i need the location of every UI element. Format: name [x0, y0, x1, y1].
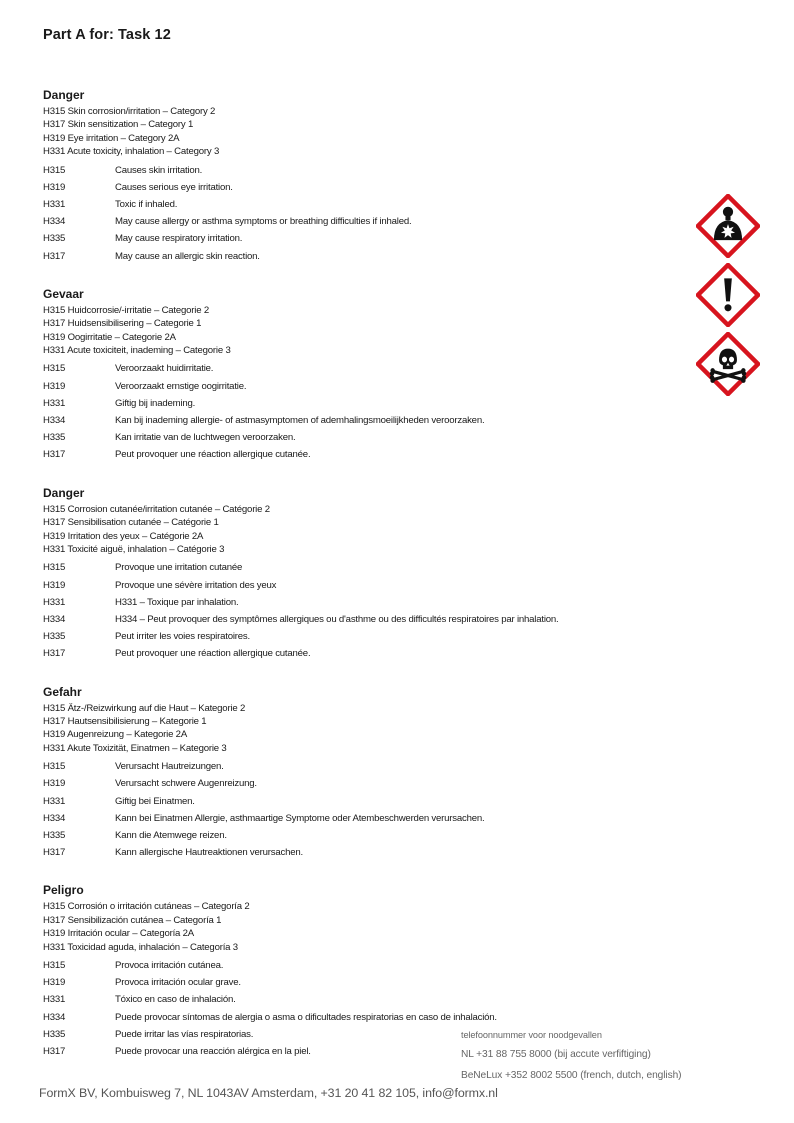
classification-line: H317 Skin sensitization – Category 1: [43, 119, 194, 131]
hazard-code: H319: [43, 778, 66, 790]
hazard-statement-row: [43, 1009, 693, 1026]
hazard-text: Provoca irritación cutánea.: [115, 960, 224, 971]
hazard-statement-row: [43, 957, 693, 974]
hazard-text: Veroorzaakt huidirritatie.: [115, 363, 214, 375]
hazard-statement-row: [43, 974, 693, 991]
hazard-statement-row: [43, 991, 693, 1008]
emergency-heading: telefoonnummer voor noodgevallen: [461, 1030, 602, 1040]
emergency-phone-benelux: BeNeLux +352 8002 5500 (french, dutch, english): [461, 1070, 682, 1081]
classification-line: H317 Sensibilización cutánea – Categoría 1: [43, 914, 222, 926]
classification-line: H315 Skin corrosion/irritation – Category 2: [43, 106, 216, 117]
hazard-text: Provoque une irritation cutanée: [115, 562, 243, 574]
classification-line: H331 Toxicité aiguë, inhalation – Catégorie 3: [43, 543, 225, 555]
hazard-code: H319: [43, 579, 66, 591]
hazard-statement-row: [43, 360, 693, 377]
hazard-section-german: [43, 685, 693, 862]
classification-line: H317 Hautsensibilisierung – Kategorie 1: [43, 715, 207, 727]
signal-word: Peligro: [43, 883, 84, 898]
hazard-code: H334: [43, 1011, 66, 1023]
hazard-code: H317: [43, 847, 66, 859]
hazard-text: Kann bei Einatmen Allergie, asthmaartige Symptome oder Atembeschwerden verursachen.: [115, 812, 485, 824]
hazard-code: H317: [43, 250, 66, 262]
hazard-code: H334: [43, 216, 66, 228]
classification-line: H319 Oogirritatie – Categorie 2A: [43, 331, 176, 343]
hazard-text: Giftig bij inademing.: [115, 397, 196, 409]
hazard-statement-row: [43, 844, 693, 861]
hazard-code: H334: [43, 613, 66, 625]
hazard-code: H315: [43, 562, 66, 574]
hazard-code: H317: [43, 1046, 66, 1058]
hazard-statement-row: [43, 395, 693, 412]
hazard-code: H335: [43, 829, 66, 841]
hazard-code: H315: [43, 960, 66, 971]
hazard-statement-row: [43, 248, 693, 265]
hazard-statement-row: [43, 793, 693, 810]
hazard-text: Peut provoquer une réaction allergique cutanée.: [115, 449, 311, 461]
hazard-text: Kann die Atemwege reizen.: [115, 829, 227, 841]
classification-line: H315 Corrosion cutanée/irritation cutanée – Catégorie 2: [43, 503, 270, 515]
classification-line: H317 Sensibilisation cutanée – Catégorie 1: [43, 517, 219, 529]
hazard-text: Kann allergische Hautreaktionen verursachen.: [115, 847, 303, 859]
classification-line: H319 Irritación ocular – Categoría 2A: [43, 928, 194, 940]
hazard-statement-row: [43, 412, 693, 429]
signal-word: Gefahr: [43, 684, 82, 699]
classification-line: H331 Toxicidad aguda, inhalación – Categoría 3: [43, 941, 238, 953]
emergency-contact: [461, 1028, 681, 1090]
hazard-text: Giftig bei Einatmen.: [115, 795, 195, 807]
hazard-statement-row: [43, 429, 693, 446]
hazard-text: Kan bij inademing allergie- of astmasymptomen of ademhalingsmoeilijkheden veroorzaken.: [115, 415, 485, 427]
hazard-text: Veroorzaakt ernstige oogirritatie.: [115, 380, 247, 392]
hazard-code: H331: [43, 199, 66, 211]
page-title: Part A for: Task 12: [43, 27, 171, 43]
exclamation-mark-icon: [696, 263, 760, 327]
hazard-code: H317: [43, 648, 66, 660]
hazard-code: H331: [43, 397, 66, 409]
hazard-code: H315: [43, 761, 66, 773]
classification-line: H315 Corrosión o irritación cutáneas – Categoría 2: [43, 901, 250, 913]
hazard-statement-row: [43, 775, 693, 792]
hazard-statement-row: [43, 179, 693, 196]
hazard-statement-list: [43, 559, 693, 662]
hazard-code: H335: [43, 432, 66, 444]
signal-word: Danger: [43, 88, 85, 102]
company-footer: FormX BV, Kombuisweg 7, NL 1043AV Amsterdam, +31 20 41 82 105, info@formx.nl: [39, 1086, 498, 1100]
hazard-text: H331 – Toxique par inhalation.: [115, 596, 239, 608]
signal-word: Danger: [43, 485, 85, 500]
hazard-statement-list: [43, 360, 693, 463]
hazard-text: Verursacht schwere Augenreizung.: [115, 778, 257, 790]
hazard-code: H315: [43, 363, 66, 375]
hazard-text: May cause an allergic skin reaction.: [115, 250, 260, 262]
classification-line: H319 Eye irritation – Category 2A: [43, 132, 180, 144]
skull-crossbones-icon: [696, 332, 760, 396]
classification-line: H319 Augenreizung – Kategorie 2A: [43, 729, 188, 741]
hazard-code: H331: [43, 795, 66, 807]
hazard-code: H334: [43, 415, 66, 427]
hazard-statement-list: [43, 162, 693, 265]
hazard-code: H335: [43, 631, 66, 643]
hazard-text: Causes serious eye irritation.: [115, 181, 233, 193]
hazard-text: Provoque une sévère irritation des yeux: [115, 579, 277, 591]
hazard-text: Verursacht Hautreizungen.: [115, 761, 224, 773]
classification-line: H317 Huidsensibilisering – Categorie 1: [43, 318, 202, 330]
hazard-statement-row: [43, 378, 693, 395]
hazard-code: H317: [43, 449, 66, 461]
hazard-text: Peut provoquer une réaction allergique cutanée.: [115, 648, 311, 660]
hazard-statement-row: [43, 827, 693, 844]
hazard-section-english: [43, 88, 693, 265]
ghs-pictograms: [696, 194, 760, 401]
hazard-statement-row: [43, 446, 693, 463]
hazard-text: May cause allergy or asthma symptoms or breathing difficulties if inhaled.: [115, 216, 412, 228]
hazard-statement-row: [43, 162, 693, 179]
hazard-code: H331: [43, 994, 66, 1006]
hazard-text: Tóxico en caso de inhalación.: [115, 994, 236, 1006]
hazard-text: Puede irritar las vías respiratorias.: [115, 1028, 254, 1040]
hazard-text: Peut irriter les voies respiratoires.: [115, 631, 250, 643]
hazard-statement-row: [43, 594, 693, 611]
hazard-text: Provoca irritación ocular grave.: [115, 977, 241, 989]
hazard-text: Kan irritatie van de luchtwegen veroorzaken.: [115, 432, 296, 444]
hazard-statement-row: [43, 611, 693, 628]
classification-line: H331 Acute toxicity, inhalation – Category 3: [43, 146, 220, 158]
hazard-text: Causes skin irritation.: [115, 164, 203, 176]
signal-word: Gevaar: [43, 286, 84, 301]
hazard-statement-row: [43, 628, 693, 645]
hazard-text: May cause respiratory irritation.: [115, 233, 243, 245]
hazard-statement-row: [43, 810, 693, 827]
hazard-code: H319: [43, 181, 66, 193]
hazard-code: H335: [43, 233, 66, 245]
hazard-statement-row: [43, 213, 693, 230]
emergency-phone-nl: NL +31 88 755 8000 (bij accute verfiftiging): [461, 1049, 651, 1060]
hazard-text: H334 – Peut provoquer des symptômes allergiques ou d'asthme ou des difficultés respiratoires par inhalation.: [115, 613, 559, 625]
classification-line: H319 Irritation des yeux – Catégorie 2A: [43, 530, 204, 542]
hazard-text: Puede provocar una reacción alérgica en la piel.: [115, 1046, 311, 1058]
hazard-sections: [43, 88, 693, 1082]
hazard-code: H335: [43, 1028, 66, 1040]
hazard-statement-row: [43, 758, 693, 775]
hazard-code: H331: [43, 596, 66, 608]
hazard-code: H319: [43, 380, 66, 392]
hazard-statement-row: [43, 645, 693, 662]
hazard-code: H315: [43, 164, 66, 176]
classification-line: H315 Huidcorrosie/-irritatie – Categorie 2: [43, 304, 209, 316]
classification-line: H331 Akute Toxizität, Einatmen – Kategorie 3: [43, 742, 227, 754]
classification-line: H331 Acute toxiciteit, inademing – Categorie 3: [43, 345, 231, 357]
hazard-text: Toxic if inhaled.: [115, 199, 178, 211]
hazard-statement-row: [43, 577, 693, 594]
hazard-section-french: [43, 486, 693, 663]
hazard-statement-list: [43, 758, 693, 861]
hazard-statement-row: [43, 196, 693, 213]
hazard-code: H319: [43, 977, 66, 989]
hazard-code: H334: [43, 812, 66, 824]
health-hazard-icon: [696, 194, 760, 258]
classification-line: H315 Ätz-/Reizwirkung auf die Haut – Kategorie 2: [43, 702, 246, 714]
hazard-statement-row: [43, 559, 693, 576]
hazard-text: Puede provocar síntomas de alergia o asma o dificultades respiratorias en caso de inhalación.: [115, 1011, 497, 1023]
hazard-statement-row: [43, 230, 693, 247]
hazard-section-dutch: [43, 287, 693, 464]
